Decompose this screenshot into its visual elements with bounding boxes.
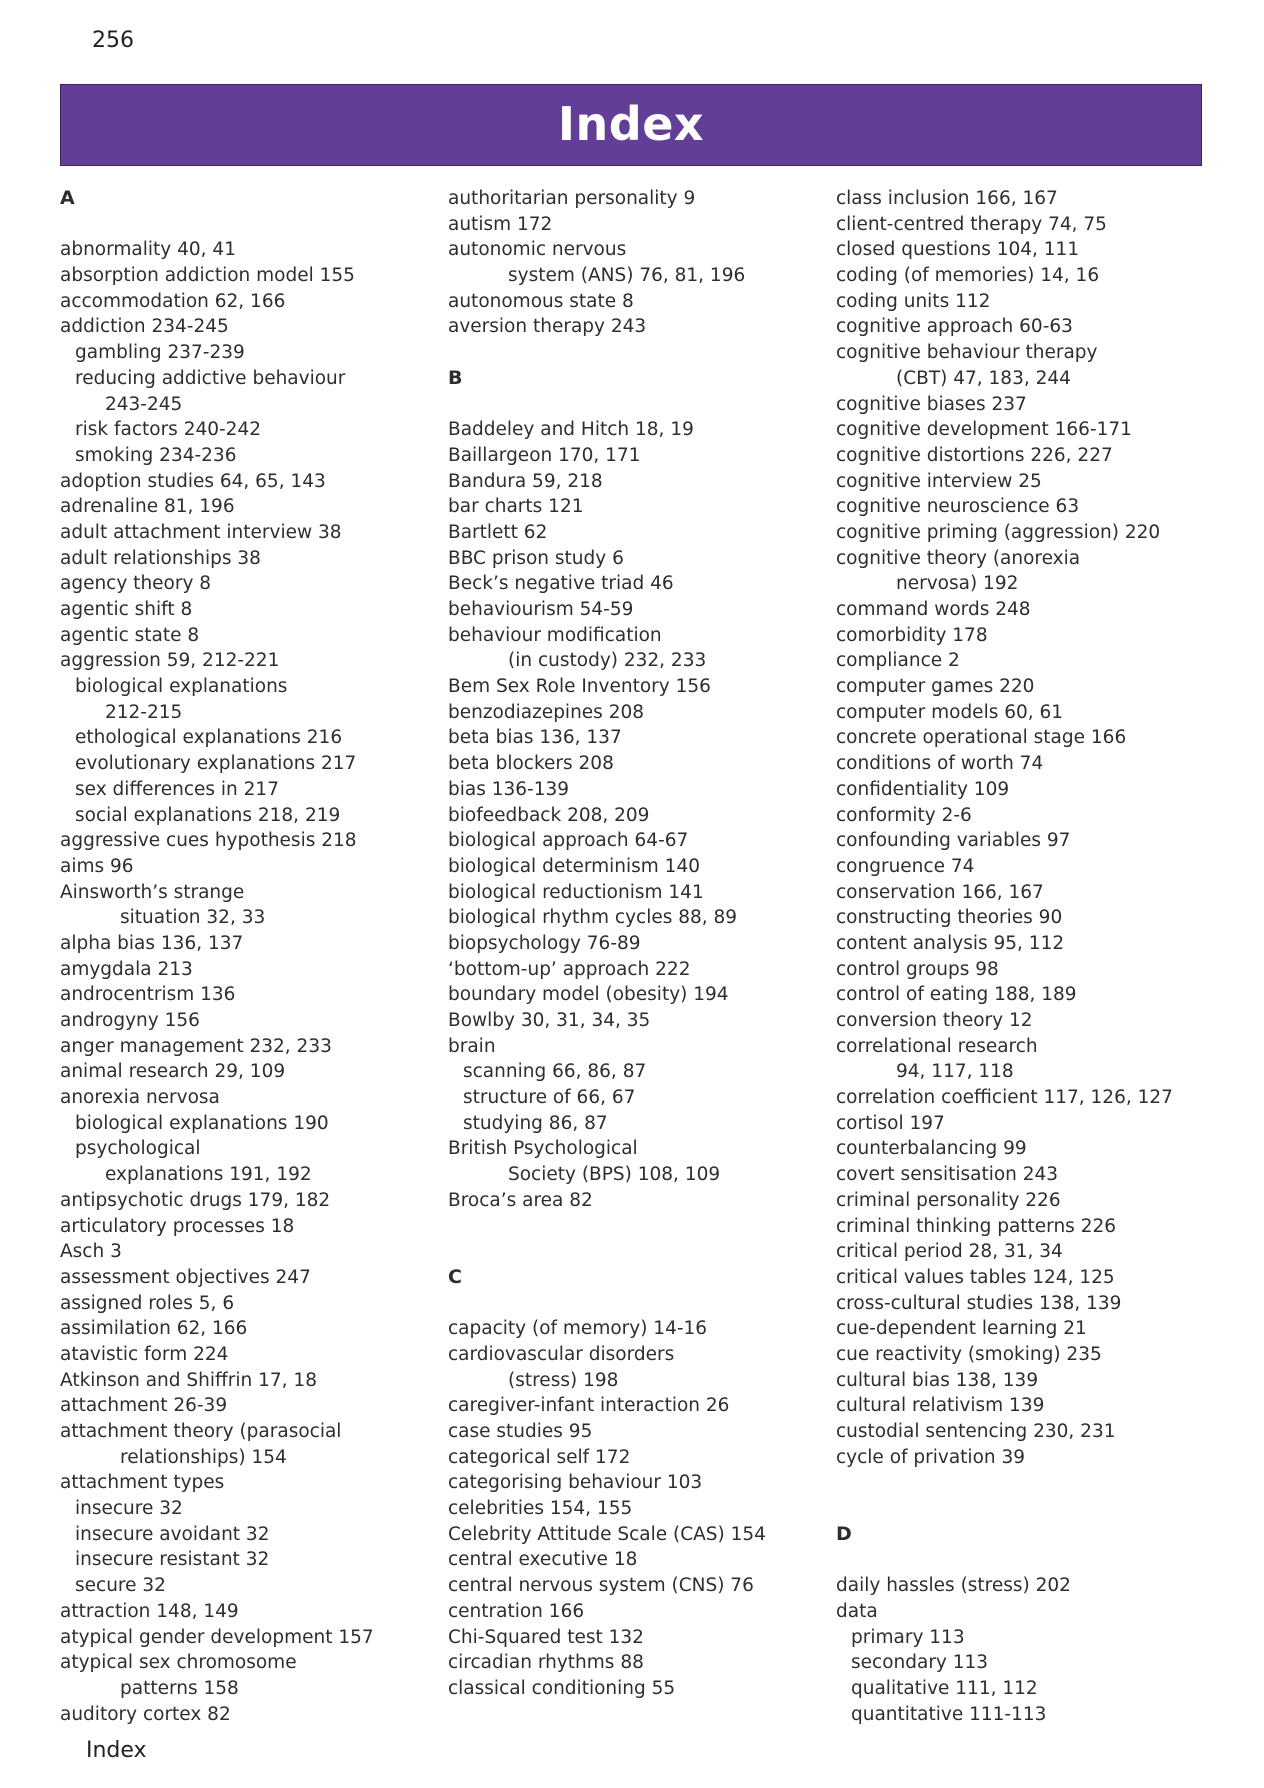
index-entry: case studies 95 bbox=[448, 1421, 593, 1442]
index-subentry: biological explanations bbox=[75, 676, 288, 698]
index-entry: androgyny 156 bbox=[60, 1010, 200, 1031]
section-letter: C bbox=[448, 1265, 462, 1288]
index-entry: compliance 2 bbox=[836, 650, 960, 672]
index-entry: biological rhythm cycles 88, 89 bbox=[448, 907, 738, 929]
index-subentry: gambling 237-239 bbox=[75, 342, 245, 364]
index-entry: biological approach 64-67 bbox=[448, 830, 689, 852]
index-entry-continuation: situation 32, 33 bbox=[120, 907, 266, 929]
index-entry: comorbidity 178 bbox=[836, 624, 988, 646]
index-subentry: insecure resistant 32 bbox=[75, 1549, 270, 1571]
index-entry: central executive 18 bbox=[448, 1549, 638, 1571]
index-subentry: scanning 66, 86, 87 bbox=[463, 1061, 647, 1083]
page-title: Index bbox=[557, 97, 705, 151]
index-entry: abnormality 40, 41 bbox=[60, 239, 236, 261]
index-entry: auditory cortex 82 bbox=[60, 1703, 231, 1725]
index-entry: Bandura 59, 218 bbox=[448, 470, 603, 492]
index-entry: autonomous state 8 bbox=[448, 290, 634, 312]
index-entry: biopsychology 76-89 bbox=[448, 932, 641, 954]
index-entry: behaviourism 54-59 bbox=[448, 599, 634, 620]
index-entry: biological reductionism 141 bbox=[448, 881, 704, 903]
index-entry: cardiovascular disorders bbox=[448, 1343, 675, 1365]
index-subentry: evolutionary explanations 217 bbox=[75, 753, 357, 775]
index-entry: daily hassles (stress) 202 bbox=[836, 1575, 1071, 1597]
index-entry-continuation: (stress) 198 bbox=[508, 1369, 619, 1391]
index-entry: Bartlett 62 bbox=[448, 521, 548, 543]
index-subentry: secure 32 bbox=[75, 1575, 166, 1597]
index-entry: correlational research bbox=[836, 1035, 1038, 1057]
index-entry: Ainsworth’s strange bbox=[60, 881, 245, 903]
index-entry: confounding variables 97 bbox=[836, 830, 1071, 852]
index-entry: cultural relativism 139 bbox=[836, 1395, 1045, 1417]
index-entry: cognitive approach 60-63 bbox=[836, 316, 1073, 338]
index-entry-continuation: 94, 117, 118 bbox=[896, 1061, 1014, 1083]
index-entry: attachment types bbox=[60, 1472, 225, 1494]
index-entry: addiction 234-245 bbox=[60, 316, 229, 338]
index-entry: Chi-Squared test 132 bbox=[448, 1626, 644, 1648]
index-entry: brain bbox=[448, 1035, 496, 1057]
index-entry: correlation coefficient 117, 126, 127 bbox=[836, 1087, 1173, 1109]
index-entry: control groups 98 bbox=[836, 958, 999, 980]
index-entry: central nervous system (CNS) 76 bbox=[448, 1575, 754, 1597]
index-entry: conservation 166, 167 bbox=[836, 881, 1044, 903]
index-subentry: quantitative 111-113 bbox=[851, 1703, 1047, 1725]
index-entry: atypical sex chromosome bbox=[60, 1652, 297, 1674]
index-entry: agentic state 8 bbox=[60, 624, 200, 646]
index-entry: criminal personality 226 bbox=[836, 1189, 1061, 1211]
index-entry: Baillargeon 170, 171 bbox=[448, 444, 641, 466]
spacer bbox=[448, 1214, 828, 1240]
index-entry: capacity (of memory) 14-16 bbox=[448, 1318, 708, 1340]
section-letter: A bbox=[60, 187, 75, 209]
index-entry: cue reactivity (smoking) 235 bbox=[836, 1343, 1102, 1365]
index-entry: atypical gender development 157 bbox=[60, 1626, 374, 1648]
index-subentry: sex differences in 217 bbox=[75, 778, 279, 800]
index-column-2 bbox=[448, 186, 828, 1702]
index-entry: accommodation 62, 166 bbox=[60, 290, 286, 312]
index-entry: adult relationships 38 bbox=[60, 547, 261, 569]
spacer bbox=[836, 1470, 1216, 1496]
index-entry: cognitive priming (aggression) 220 bbox=[836, 521, 1161, 543]
spacer bbox=[448, 340, 828, 366]
index-subentry: structure of 66, 67 bbox=[463, 1087, 636, 1109]
index-entry: bias 136-139 bbox=[448, 778, 570, 800]
index-entry: biofeedback 208, 209 bbox=[448, 804, 650, 826]
index-entry: bar charts 121 bbox=[448, 496, 584, 518]
index-subentry: biological explanations 190 bbox=[75, 1112, 329, 1134]
index-entry: Bem Sex Role Inventory 156 bbox=[448, 676, 711, 698]
index-entry: criminal thinking patterns 226 bbox=[836, 1215, 1117, 1237]
index-entry: Baddeley and Hitch 18, 19 bbox=[448, 419, 694, 441]
index-column-1 bbox=[60, 186, 440, 1727]
index-subentry: studying 86, 87 bbox=[463, 1112, 608, 1134]
index-entry: adult attachment interview 38 bbox=[60, 521, 342, 543]
page-number: 256 bbox=[92, 28, 134, 53]
index-entry: cortisol 197 bbox=[836, 1112, 945, 1134]
index-entry: cue-dependent learning 21 bbox=[836, 1318, 1087, 1340]
section-letter: B bbox=[448, 366, 463, 389]
index-entry: autism 172 bbox=[448, 213, 553, 235]
index-entry: adoption studies 64, 65, 143 bbox=[60, 470, 326, 492]
index-entry: cycle of privation 39 bbox=[836, 1446, 1026, 1468]
index-entry: cognitive development 166-171 bbox=[836, 419, 1132, 441]
spacer bbox=[836, 1547, 1216, 1573]
index-entry: Asch 3 bbox=[60, 1241, 122, 1263]
index-subentry: ethological explanations 216 bbox=[75, 727, 343, 749]
index-entry: cognitive neuroscience 63 bbox=[836, 496, 1080, 518]
index-entry: conditions of worth 74 bbox=[836, 753, 1044, 775]
index-entry: authoritarian personality 9 bbox=[448, 188, 696, 209]
index-entry: concrete operational stage 166 bbox=[836, 727, 1127, 749]
index-entry: British Psychological bbox=[448, 1138, 638, 1160]
index-subentry: risk factors 240-242 bbox=[75, 419, 261, 441]
index-entry-continuation: patterns 158 bbox=[120, 1677, 239, 1699]
index-entry: attachment 26-39 bbox=[60, 1395, 228, 1417]
index-entry: atavistic form 224 bbox=[60, 1343, 229, 1365]
index-entry: classical conditioning 55 bbox=[448, 1677, 676, 1699]
index-entry: critical values tables 124, 125 bbox=[836, 1266, 1115, 1288]
index-entry: agentic shift 8 bbox=[60, 599, 193, 620]
index-entry: behaviour modification bbox=[448, 624, 662, 646]
index-entry: computer models 60, 61 bbox=[836, 701, 1064, 723]
index-entry-continuation: 243-245 bbox=[105, 393, 183, 415]
index-entry: categorical self 172 bbox=[448, 1446, 631, 1468]
index-entry-continuation: nervosa) 192 bbox=[896, 573, 1019, 595]
index-entry: coding units 112 bbox=[836, 290, 991, 312]
index-entry: circadian rhythms 88 bbox=[448, 1652, 644, 1674]
index-entry: class inclusion 166, 167 bbox=[836, 188, 1058, 209]
index-entry: client-centred therapy 74, 75 bbox=[836, 213, 1107, 235]
index-entry: command words 248 bbox=[836, 599, 1031, 620]
index-entry: cognitive biases 237 bbox=[836, 393, 1027, 415]
index-entry-continuation: Society (BPS) 108, 109 bbox=[508, 1164, 721, 1186]
index-entry: aversion therapy 243 bbox=[448, 316, 647, 338]
index-entry: androcentrism 136 bbox=[60, 984, 236, 1006]
index-entry: content analysis 95, 112 bbox=[836, 932, 1065, 954]
index-entry: biological determinism 140 bbox=[448, 855, 700, 877]
index-subentry: social explanations 218, 219 bbox=[75, 804, 341, 826]
index-entry: celebrities 154, 155 bbox=[448, 1498, 633, 1520]
index-entry: coding (of memories) 14, 16 bbox=[836, 265, 1100, 287]
index-entry-continuation: (in custody) 232, 233 bbox=[508, 650, 707, 672]
index-entry: beta bias 136, 137 bbox=[448, 727, 622, 749]
index-entry: constructing theories 90 bbox=[836, 907, 1063, 929]
index-entry: aggression 59, 212-221 bbox=[60, 650, 280, 672]
index-entry: cultural bias 138, 139 bbox=[836, 1369, 1039, 1391]
index-entry: autonomic nervous bbox=[448, 239, 627, 261]
index-entry: assimilation 62, 166 bbox=[60, 1318, 248, 1340]
index-entry-continuation: relationships) 154 bbox=[120, 1446, 287, 1468]
index-entry: cognitive distortions 226, 227 bbox=[836, 444, 1113, 466]
index-entry: cognitive behaviour therapy bbox=[836, 342, 1098, 364]
index-entry: aggressive cues hypothesis 218 bbox=[60, 830, 357, 852]
index-entry: articulatory processes 18 bbox=[60, 1215, 295, 1237]
spacer bbox=[836, 1496, 1216, 1522]
index-entry-continuation: explanations 191, 192 bbox=[105, 1164, 312, 1186]
index-entry: Celebrity Attitude Scale (CAS) 154 bbox=[448, 1523, 766, 1545]
index-entry: adrenaline 81, 196 bbox=[60, 496, 235, 518]
index-title-banner bbox=[60, 84, 1202, 166]
index-entry: Beck’s negative triad 46 bbox=[448, 573, 674, 595]
index-entry: absorption addiction model 155 bbox=[60, 265, 355, 287]
index-entry: BBC prison study 6 bbox=[448, 547, 624, 569]
index-entry: anger management 232, 233 bbox=[60, 1035, 332, 1057]
index-entry: cross-cultural studies 138, 139 bbox=[836, 1292, 1122, 1314]
index-entry: anorexia nervosa bbox=[60, 1087, 220, 1109]
index-entry: computer games 220 bbox=[836, 676, 1035, 698]
index-entry: conformity 2-6 bbox=[836, 804, 972, 826]
index-entry: confidentiality 109 bbox=[836, 778, 1010, 800]
footer-section-label: Index bbox=[86, 1738, 147, 1763]
index-entry-continuation: system (ANS) 76, 81, 196 bbox=[508, 265, 746, 287]
index-entry-continuation: (CBT) 47, 183, 244 bbox=[896, 367, 1071, 389]
index-subentry: primary 113 bbox=[851, 1626, 965, 1648]
index-entry: boundary model (obesity) 194 bbox=[448, 984, 729, 1006]
index-entry: agency theory 8 bbox=[60, 573, 212, 595]
index-entry: Bowlby 30, 31, 34, 35 bbox=[448, 1010, 651, 1031]
spacer bbox=[448, 1291, 828, 1317]
index-subentry: secondary 113 bbox=[851, 1652, 989, 1674]
index-entry-continuation: 212-215 bbox=[105, 701, 183, 723]
index-entry: Atkinson and Shiffrin 17, 18 bbox=[60, 1369, 317, 1391]
index-subentry: insecure 32 bbox=[75, 1498, 183, 1520]
spacer bbox=[60, 212, 440, 238]
index-entry: assessment objectives 247 bbox=[60, 1266, 311, 1288]
index-entry: beta blockers 208 bbox=[448, 753, 614, 775]
index-entry: benzodiazepines 208 bbox=[448, 701, 645, 723]
index-entry: control of eating 188, 189 bbox=[836, 984, 1077, 1006]
index-entry: custodial sentencing 230, 231 bbox=[836, 1421, 1116, 1442]
index-subentry: psychological bbox=[75, 1138, 201, 1160]
index-entry: ‘bottom-up’ approach 222 bbox=[448, 958, 691, 980]
index-subentry: smoking 234-236 bbox=[75, 444, 237, 466]
spacer bbox=[448, 1239, 828, 1265]
index-entry: Broca’s area 82 bbox=[448, 1189, 593, 1211]
index-entry: congruence 74 bbox=[836, 855, 975, 877]
index-entry: antipsychotic drugs 179, 182 bbox=[60, 1189, 331, 1211]
index-entry: closed questions 104, 111 bbox=[836, 239, 1080, 261]
index-entry: critical period 28, 31, 34 bbox=[836, 1241, 1063, 1263]
index-entry: aims 96 bbox=[60, 855, 134, 877]
index-entry: attachment theory (parasocial bbox=[60, 1421, 342, 1442]
index-subentry: qualitative 111, 112 bbox=[851, 1677, 1038, 1699]
index-entry: counterbalancing 99 bbox=[836, 1138, 1027, 1160]
index-subentry: reducing addictive behaviour bbox=[75, 367, 346, 389]
index-subentry: insecure avoidant 32 bbox=[75, 1523, 270, 1545]
index-entry: cognitive theory (anorexia bbox=[836, 547, 1081, 569]
index-entry: covert sensitisation 243 bbox=[836, 1164, 1059, 1186]
index-entry: cognitive interview 25 bbox=[836, 470, 1042, 492]
index-entry: animal research 29, 109 bbox=[60, 1061, 286, 1083]
index-entry: alpha bias 136, 137 bbox=[60, 932, 244, 954]
index-entry: caregiver-infant interaction 26 bbox=[448, 1395, 730, 1417]
index-entry: conversion theory 12 bbox=[836, 1010, 1033, 1031]
index-entry: categorising behaviour 103 bbox=[448, 1472, 703, 1494]
index-entry: assigned roles 5, 6 bbox=[60, 1292, 235, 1314]
index-entry: centration 166 bbox=[448, 1600, 585, 1622]
spacer bbox=[448, 392, 828, 418]
index-entry: data bbox=[836, 1600, 878, 1622]
section-letter: D bbox=[836, 1522, 852, 1545]
index-column-3 bbox=[836, 186, 1216, 1727]
index-entry: amygdala 213 bbox=[60, 958, 193, 980]
index-entry: attraction 148, 149 bbox=[60, 1600, 239, 1622]
